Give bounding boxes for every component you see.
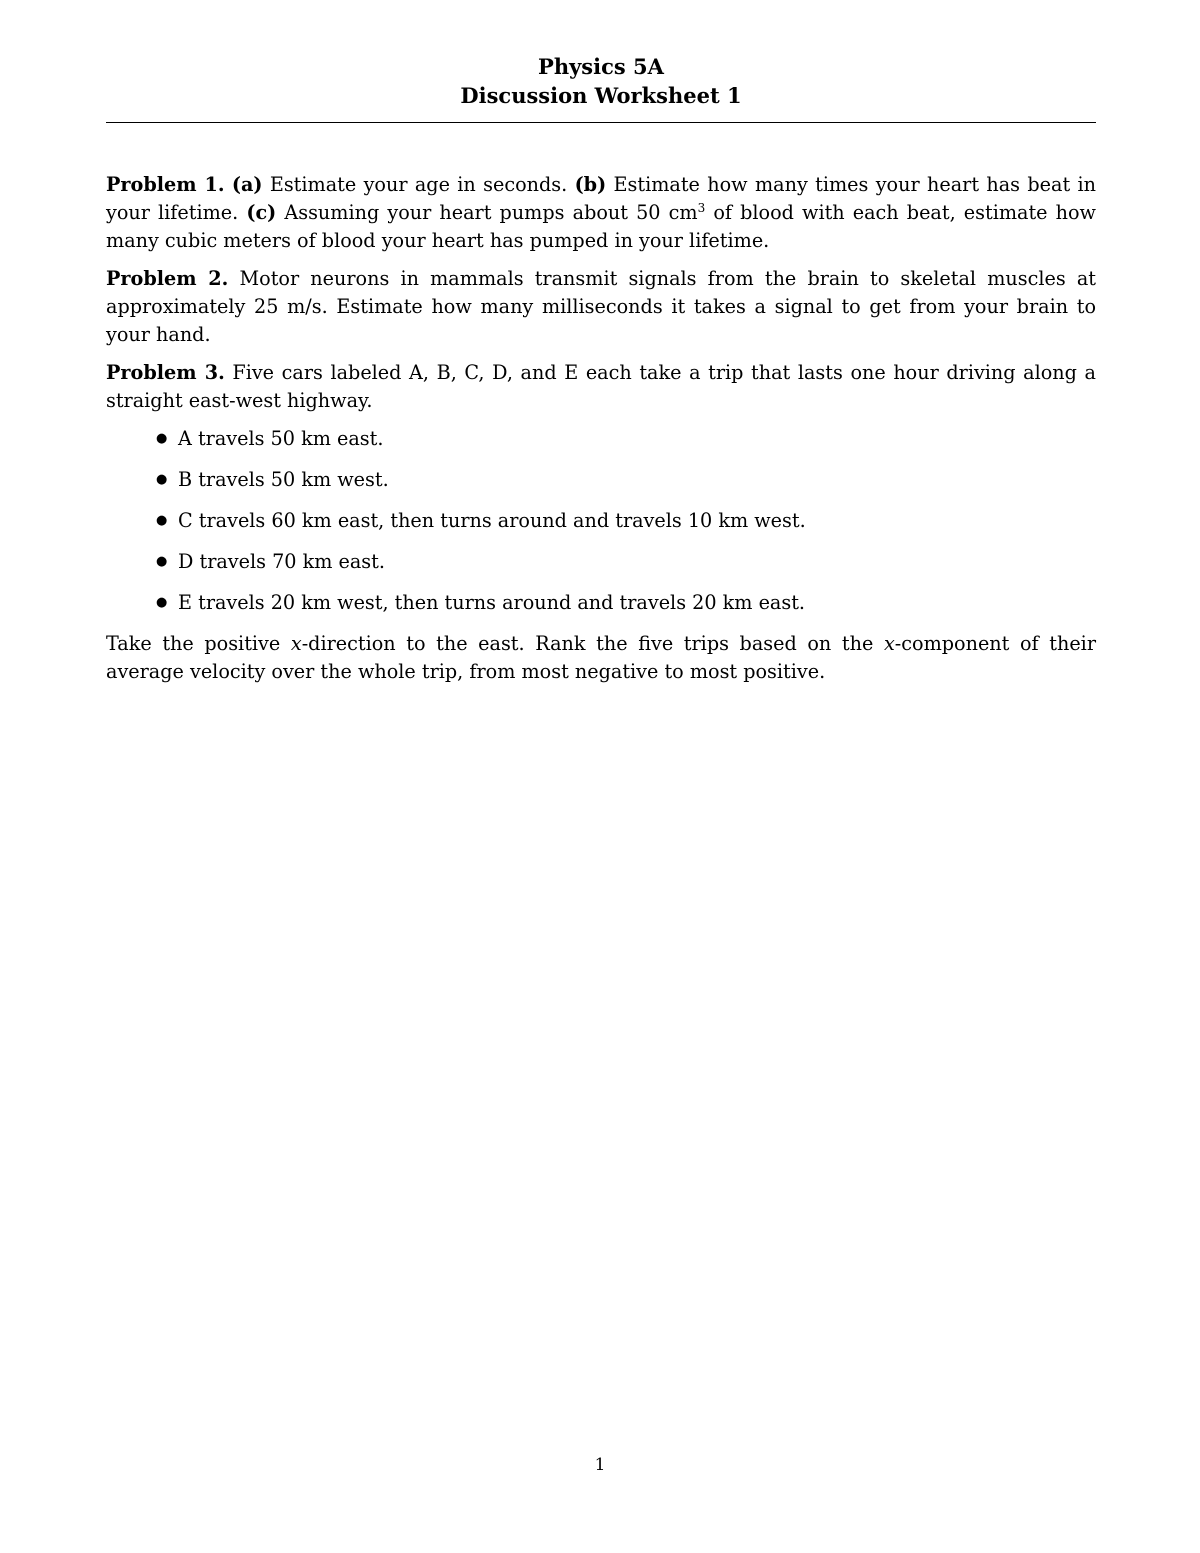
closing-text-3: -component of their average velocity over the whole trip, from most negative to most positive. [106,632,1096,683]
list-item [106,548,1096,576]
problem-2 [106,265,1096,349]
bullet-icon: ● [156,513,168,528]
problem-1 [106,171,1096,255]
list-item-text: E travels 20 km west, then turns around and travels 20 km east. [178,591,806,614]
bullet-icon: ● [156,472,168,487]
page-number: 1 [594,1455,606,1475]
car-trip-list [106,425,1096,617]
problem-2-label: Problem 2. [106,267,229,290]
list-item-text: C travels 60 km east, then turns around and travels 10 km west. [178,509,806,532]
list-item-text: A travels 50 km east. [178,427,384,450]
problem-1-part-a-text: Estimate your age in seconds. [269,173,568,196]
problem-3-label: Problem 3. [106,361,225,384]
problem-1-part-b-label: (b) [574,173,607,196]
problem-1-part-c-text-2: of blood with each beat, estimate how many cubic meters of blood your heart has pumped in your lifetime. [106,201,1096,252]
problem-1-part-c-label: (c) [246,201,277,224]
problem-3-closing [106,630,1096,686]
list-item-text: D travels 70 km east. [178,550,385,573]
bullet-icon: ● [156,554,168,569]
course-title: Physics 5A [538,54,664,79]
problem-3 [106,359,1096,415]
header-rule [106,122,1096,123]
cubic-exponent: 3 [697,201,706,215]
closing-text-2: -direction to the east. Rank the five trips based on the [301,632,874,655]
document-header [106,52,1096,110]
problem-1-part-c-text-1: Assuming your heart pumps about 50 cm [284,201,698,224]
x-variable: x [290,632,302,655]
list-item [106,589,1096,617]
problem-2-text: Motor neurons in mammals transmit signals from the brain to skeletal muscles at approximately 25 m/s. Estimate how many milliseconds it takes a signal to get from your brain to your hand. [106,267,1096,346]
list-item [106,425,1096,453]
problem-1-part-a-label: (a) [231,173,263,196]
list-item [106,466,1096,494]
closing-text-1: Take the positive [106,632,281,655]
problem-1-label: Problem 1. [106,173,225,196]
x-variable: x [883,632,895,655]
list-item-text: B travels 50 km west. [178,468,389,491]
problem-1-part-b-text: Estimate how many times your heart has beat in your lifetime. [106,173,1096,224]
list-item [106,507,1096,535]
worksheet-title: Discussion Worksheet 1 [460,83,742,108]
problem-3-intro: Five cars labeled A, B, C, D, and E each take a trip that lasts one hour driving along a straight east-west highway. [106,361,1096,412]
document-body [106,171,1096,696]
bullet-icon: ● [156,595,168,610]
bullet-icon: ● [156,431,168,446]
